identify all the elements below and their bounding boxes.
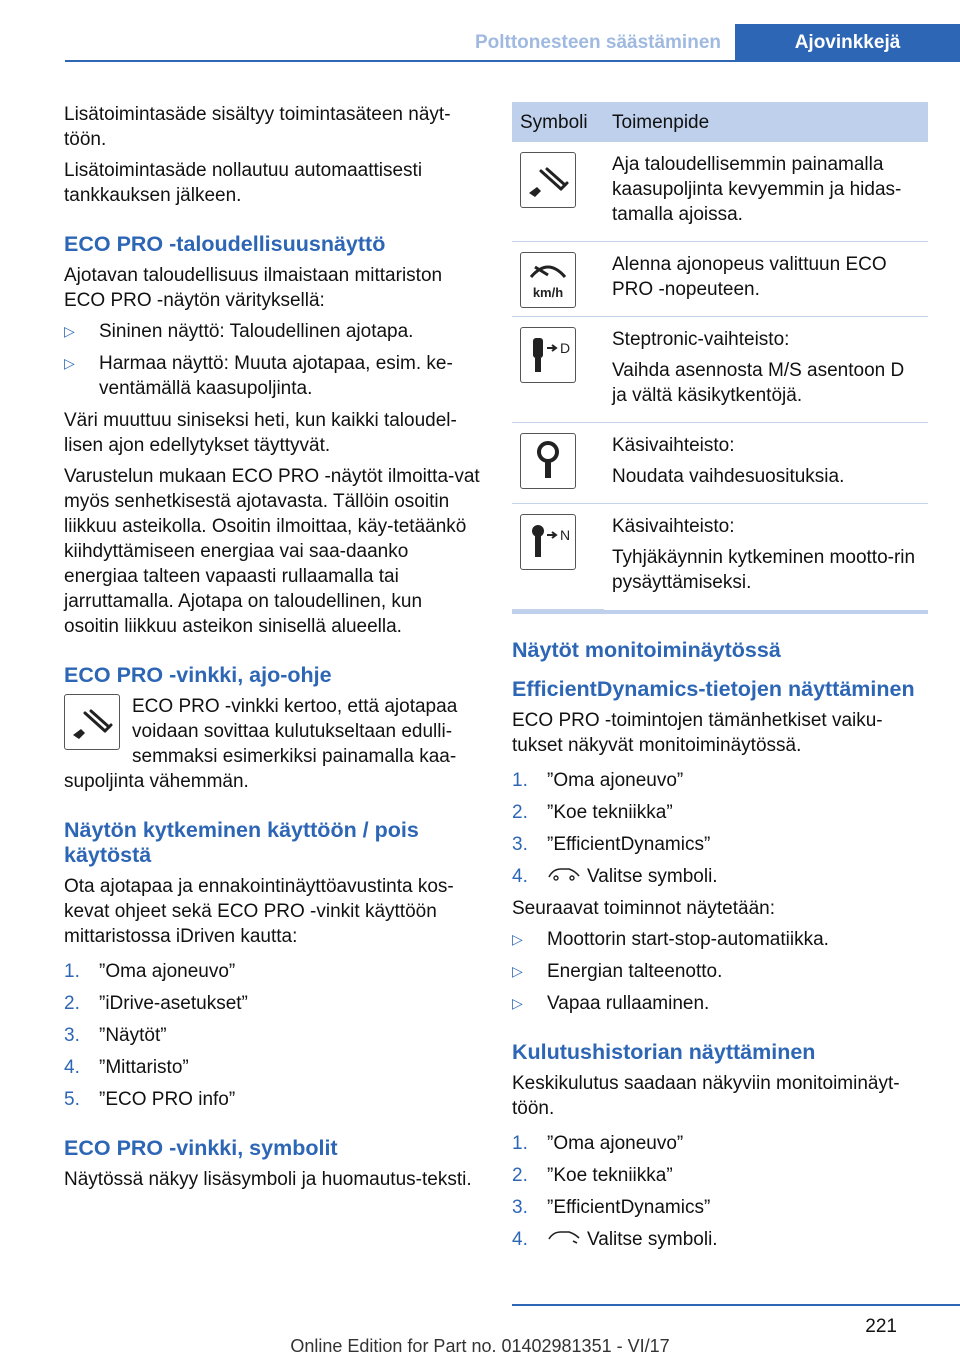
bullet-list	[512, 927, 928, 1016]
fuel-history-icon	[547, 1227, 581, 1252]
left-column	[64, 102, 480, 1198]
table-row	[512, 242, 928, 317]
bullet-list	[64, 319, 480, 401]
list-item: 2. ”Koe tekniikka”	[512, 801, 673, 823]
svg-text:km/h: km/h	[532, 285, 564, 300]
list-item: 2. ”iDrive-asetukset”	[64, 993, 248, 1014]
symbol-table	[512, 102, 928, 610]
heading-symbols: ECO PRO -vinkki, symbolit	[64, 1136, 338, 1160]
pedal-icon	[520, 152, 576, 208]
pedal-icon	[64, 694, 120, 750]
list-item: ▷ Harmaa näyttö: Muuta ajotapaa, esim. ke-ventämällä kaasupoljinta.	[64, 353, 453, 399]
tip-text: ECO PRO -vinkki kertoo, että ajotapaa voidaan sovittaa kulutukseltaan edulli-semmaksi esimerkiksi painamalla kaa-supoljinta vähemmän.	[64, 696, 458, 792]
list-item: 3. ”EfficientDynamics”	[512, 1196, 711, 1218]
column-header: Toimenpide	[604, 102, 928, 142]
list-item: 5. ”ECO PRO info”	[64, 1089, 236, 1110]
svg-text:N: N	[559, 527, 571, 543]
triangle-icon: ▷	[512, 962, 523, 979]
subheading-efficientdynamics: EfficientDynamics-tietojen näyttäminen	[512, 676, 915, 701]
paragraph: Seuraavat toiminnot näytetään:	[512, 897, 776, 919]
page-header	[65, 24, 960, 62]
list-item: ▷ Energian talteenotto.	[512, 960, 723, 982]
triangle-icon: ▷	[64, 323, 75, 339]
shift-to-d-icon	[520, 327, 576, 383]
table-row	[512, 142, 928, 242]
table-cell-text: Käsivaihteisto:	[612, 435, 735, 456]
table-header-row	[512, 102, 928, 142]
table-row	[512, 504, 928, 610]
list-item: 3. ”Näytöt”	[64, 1025, 167, 1046]
column-header: Symboli	[512, 102, 604, 142]
paragraph: Varustelun mukaan ECO PRO -näytöt ilmoitta-vat myös senhetkisestä ajotavasta. Tällöin osoitin liikkuu asteikolla. Osoitin ilmoittaa, käy-tetäänkö kiihdyttämiseen energiaa vai saa-daanko energiaa talteen vapaasti rullaamalla tai jarruttamalla. Ajotapa on taloudellinen, kun osoitin liikkuu asteikon sinisellä alueella.	[64, 466, 480, 637]
table-end-rule	[512, 610, 928, 614]
list-item: ▷ Sininen näyttö: Taloudellinen ajotapa.	[64, 321, 414, 342]
paragraph: Lisätoimintasäde sisältyy toimintasäteen näyt-töön.	[64, 104, 451, 150]
table-cell-text: Aja taloudellisemmin painamalla kaasupoljinta kevyemmin ja hidas-tamalla ajoissa.	[612, 154, 902, 225]
table-cell-text: Steptronic-vaihteisto:	[612, 329, 790, 350]
page-number: 221	[865, 1316, 897, 1337]
paragraph: Keskikulutus saadaan näkyviin monitoiminäyt-töön.	[512, 1072, 900, 1119]
triangle-icon: ▷	[64, 355, 75, 371]
section-title: Polttonesteen säästäminen	[474, 32, 721, 53]
list-item: 3. ”EfficientDynamics”	[512, 833, 711, 855]
table-cell-text: Alenna ajonopeus valittuun ECO PRO -nopeuteen.	[612, 254, 887, 300]
table-cell-text: Tyhjäkäynnin kytkeminen mootto-rin pysäyttämiseksi.	[612, 547, 916, 593]
paragraph: Väri muuttuu siniseksi heti, kun kaikki taloudel-lisen ajon edellytykset täyttyvät.	[64, 410, 457, 456]
triangle-icon: ▷	[512, 994, 523, 1011]
list-item: 4. Valitse symboli.	[512, 864, 928, 889]
list-item: 1. ”Oma ajoneuvo”	[512, 769, 684, 791]
svg-text:D: D	[559, 340, 571, 356]
chapter-tab: Ajovinkkejä	[735, 24, 960, 62]
list-item: ▷ Vapaa rullaaminen.	[512, 992, 710, 1014]
header-rule	[65, 60, 735, 62]
gear-lever-icon	[520, 433, 576, 489]
heading-history: Kulutushistorian näyttäminen	[512, 1039, 816, 1064]
list-item: 1. ”Oma ajoneuvo”	[512, 1132, 684, 1154]
list-item: 1. ”Oma ajoneuvo”	[64, 961, 236, 982]
car-symbol-icon	[547, 864, 581, 889]
table-cell-text: Noudata vaihdesuosituksia.	[612, 466, 845, 487]
paragraph: Näytössä näkyy lisäsymboli ja huomautus-teksti.	[64, 1169, 472, 1190]
list-item: 4. ”Mittaristo”	[64, 1057, 189, 1078]
heading-monitor: Näytöt monitoiminäytössä	[512, 637, 781, 662]
table-row	[512, 423, 928, 504]
list-item: 2. ”Koe tekniikka”	[512, 1164, 673, 1186]
footer-rule	[512, 1304, 960, 1306]
list-item: 4. Valitse symboli.	[512, 1227, 928, 1252]
speedometer-kmh-icon	[520, 252, 576, 308]
list-item: ▷ Moottorin start-stop-automatiikka.	[512, 928, 829, 950]
heading-toggle: Näytön kytkeminen käyttöön / pois käytöstä	[64, 818, 419, 867]
heading-eco-tip: ECO PRO -vinkki, ajo-ohje	[64, 663, 332, 687]
numbered-list	[64, 959, 480, 1112]
triangle-icon: ▷	[512, 930, 523, 947]
paragraph: ECO PRO -toimintojen tämänhetkiset vaiku-tukset näkyvät monitoiminäytössä.	[512, 709, 883, 756]
right-column	[512, 102, 928, 1259]
paragraph: Lisätoimintasäde nollautuu automaattisesti tankkauksen jälkeen.	[64, 160, 423, 206]
numbered-list	[512, 1131, 928, 1252]
numbered-list	[512, 768, 928, 889]
heading-eco-display: ECO PRO -taloudellisuusnäyttö	[64, 232, 386, 256]
tip-block	[64, 694, 480, 794]
table-cell-text: Vaihda asennosta M/S asentoon D ja vältä käsikytkentöjä.	[612, 360, 905, 406]
paragraph: Ota ajotapaa ja ennakointinäyttöavustinta kos-kevat ohjeet sekä ECO PRO -vinkit käyttöön mittaristossa iDriven kautta:	[64, 876, 454, 947]
table-row	[512, 317, 928, 423]
table-cell-text: Käsivaihteisto:	[612, 516, 735, 537]
paragraph: Ajotavan taloudellisuus ilmaistaan mittariston ECO PRO -näytön värityksellä:	[64, 265, 443, 311]
edition-footer: Online Edition for Part no. 01402981351 - VI/17	[290, 1336, 670, 1356]
shift-to-n-icon	[520, 514, 576, 570]
